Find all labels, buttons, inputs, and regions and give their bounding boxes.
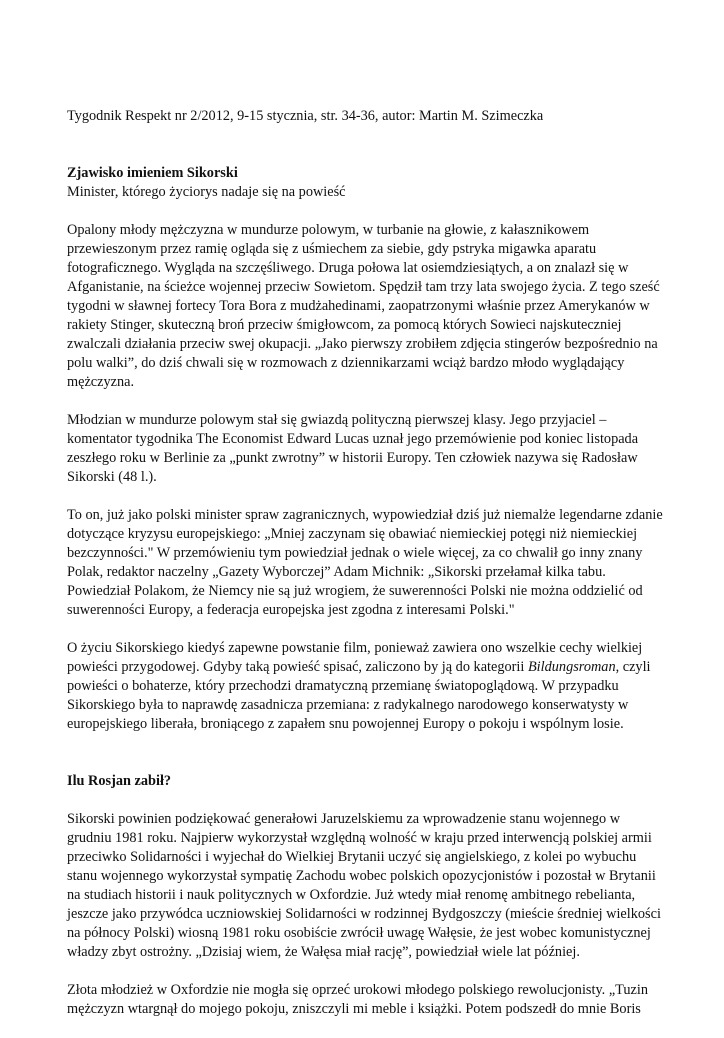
document-page: [67, 107, 667, 1038]
paragraph-6: Złota młodzież w Oxfordzie nie mogła się oprzeć urokowi młodego polskiego rewolucjonisty. „Tuzin mężczyzn wtargnął do mojego pokoju, zniszczyli mi meble i książki. Potem podszedł do mnie Boris: [67, 982, 649, 1017]
paragraph-4: [67, 639, 667, 734]
paragraph-4-italic-term: Bildungsroman: [527, 659, 616, 675]
paragraph-2: Młodzian w mundurze polowym stał się gwiazdą polityczną pierwszej klasy. Jego przyjaciel – komentator tygodnika The Economist Edward Lucas uznał jego przemówienie pod koniec listopada zeszłego roku w Berlinie za „punkt zwrotny” w historii Europy. Ten człowiek nazywa się Radosław Sikorski (48 l.).: [67, 412, 639, 485]
paragraph-1: Opalony młody mężczyzna w mundurze polowym, w turbanie na głowie, z kałasznikowem przewieszonym przez ramię ogląda się z uśmiechem za siebie, gdy pstryka migawka aparatu fotograficznego. Wygląda na szczęśliwego. Druga połowa lat osiemdziesiątych, a on znalazł się w Afganistanie, na ścieżce wojennej przeciw Sowietom. Spędził tam trzy lata swojego życia. Z tego sześć tygodni w sławnej fortecy Tora Bora z mudżahedinami, zaopatrzonymi właśnie przez Amerykanów w rakiety Stinger, skuteczną broń przeciw śmigłowcom, za pomocą których Sowieci najskuteczniej zwalczali działania przeciw swej okupacji. „Jako pierwszy zrobiłem zdjęcia stingerów bezpośrednio na polu walki”, do dziś chwali się w rozmowach z dziennikarzami wciąż bardzo młodo wyglądający mężczyzna.: [67, 222, 660, 390]
paragraph-4-end: , czyli powieści o bohaterze, który przechodzi dramatyczną przemianę światopoglądową. W przypadku Sikorskiego była to naprawdę zasadnicza przemiana: z radykalnego narodowego konserwatysty w europejskiego liberała, broniącego z zapałem snu powojennej Europy o pokoju i wspólnym losie.: [67, 659, 651, 732]
article-subtitle: Minister, którego życiorys nadaje się na powieść: [67, 184, 346, 200]
paragraph-4-start: O życiu Sikorskiego kiedyś zapewne powstanie film, ponieważ zawiera ono wszelkie cechy wielkiej powieści przygodowej. Gdyby taką powieść spisać, zaliczono by ją do kategorii: [67, 640, 643, 675]
section-heading: Ilu Rosjan zabił?: [67, 773, 172, 789]
paragraph-5: Sikorski powinien podziękować generałowi Jaruzelskiemu za wprowadzenie stanu wojennego w grudniu 1981 roku. Najpierw wykorzystał względną wolność w kraju przed interwencją polskiej armii przeciwko Solidarności i wyjechał do Wielkiej Brytanii uczyć się angielskiego, z kolei po wybuchu stanu wojennego wykorzystał sympatię Zachodu wobec polskich opozycjonistów i pozostał w Brytanii na studiach historii i nauk politycznych w Oxfordzie. Już wtedy miał renomę ambitnego rebelianta, jeszcze jako przywódca uczniowskiej Solidarności w rodzinnej Bydgoszczy (mieście średniej wielkości na północy Polski) wiosną 1981 roku osobiście zwrócił uwagę Wałęsie, że jest wobec komunistycznej władzy zbyt ostrożny. „Dzisiaj wiem, że Wałęsa miał rację”, powiedział wiele lat później.: [67, 811, 661, 960]
paragraph-3: To on, już jako polski minister spraw zagranicznych, wypowiedział dziś już niemalże legendarne zdanie dotyczące kryzysu europejskiego: „Mniej zaczynam się obawiać niemieckiej potęgi niż niemieckiej bezczynności." W przemówieniu tym powiedział jednak o wiele więcej, za co chwalił go inny znany Polak, redaktor naczelny „Gazety Wyborczej” Adam Michnik: „Sikorski przełamał kilka tabu. Powiedział Polakom, że Niemcy nie są już wrogiem, że suwerenności Polski nie można oddzielić od suwerenności Europy, a federacja europejska jest zgodna z interesami Polski.": [67, 507, 663, 618]
article-title: Zjawisko imieniem Sikorski: [67, 165, 238, 181]
source-line: Tygodnik Respekt nr 2/2012, 9-15 stycznia, str. 34-36, autor: Martin M. Szimeczka: [67, 108, 544, 124]
